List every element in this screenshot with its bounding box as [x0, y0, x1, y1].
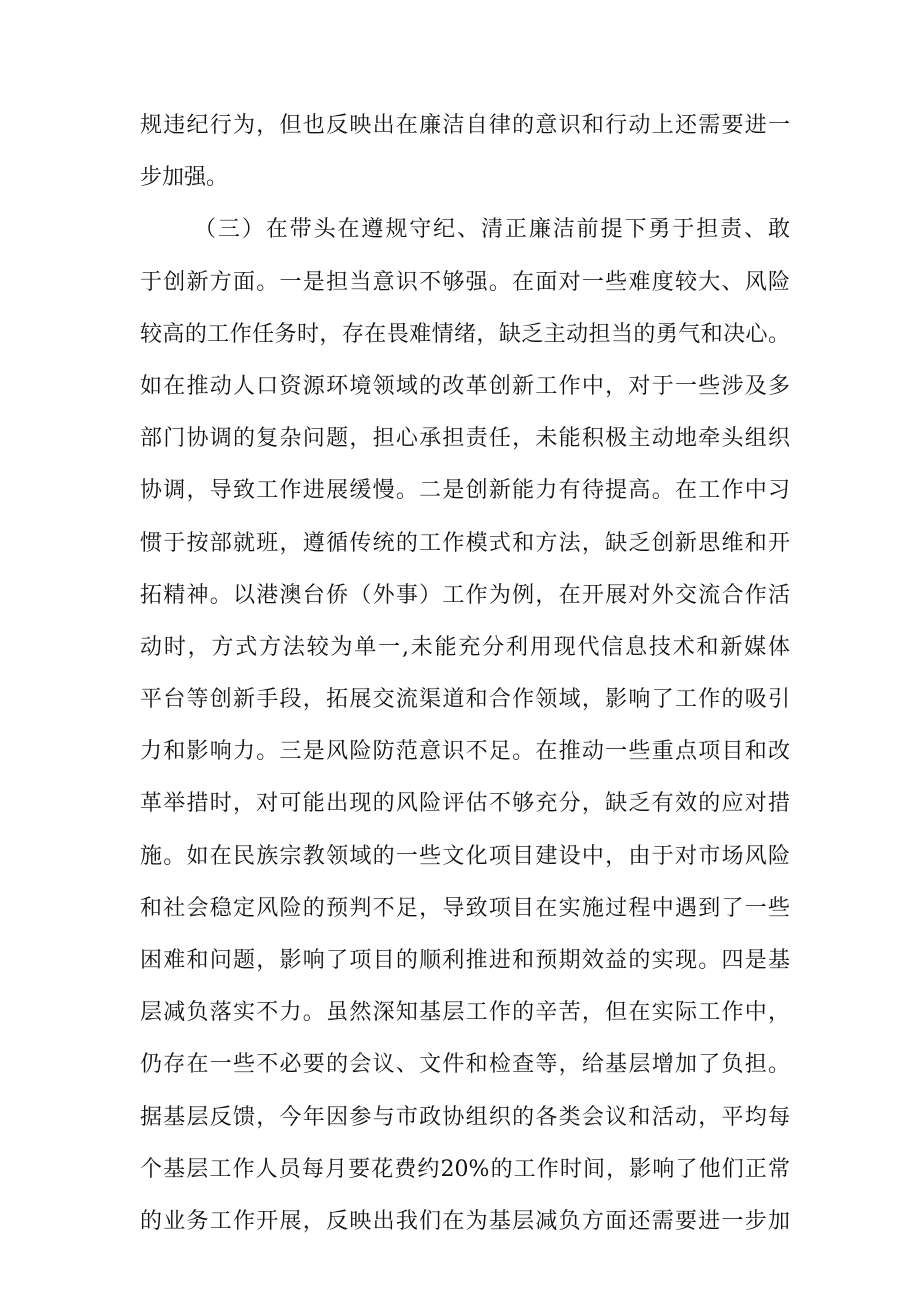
text-line: 协调，导致工作进展缓慢。二是创新能力有待提高。在工作中习 [140, 478, 790, 504]
text-line: 力和影响力。三是风险防范意识不足。在推动一些重点项目和改 [140, 739, 790, 765]
paragraph-heading-line: （三）在带头在遵规守纪、清正廉洁前提下勇于担责、敢 [194, 217, 790, 243]
text-line: 动时，方式方法较为单一,未能充分利用现代信息技术和新媒体 [140, 634, 790, 660]
text-line: 部门协调的复杂问题，担心承担责任，未能积极主动地牵头组织 [140, 426, 790, 452]
text-line: 拓精神。以港澳台侨（外事）工作为例，在开展对外交流合作活 [140, 582, 790, 608]
text-line: 困难和问题，影响了项目的顺利推进和预期效益的实现。四是基 [140, 948, 790, 973]
text-line: 如在推动人口资源环境领域的改革创新工作中，对于一些涉及多 [140, 373, 790, 399]
text-line: 规违纪行为，但也反映出在廉洁自律的意识和行动上还需要进一 [140, 113, 790, 138]
text-line: 施。如在民族宗教领域的一些文化项目建设中，由于对市场风险 [140, 843, 790, 869]
body-text [140, 100, 790, 1248]
text-line: 革举措时，对可能出现的风险评估不够充分，缺乏有效的应对措 [140, 791, 790, 817]
text-line: 平台等创新手段，拓展交流渠道和合作领域，影响了工作的吸引 [140, 687, 790, 713]
text-line: 和社会稳定风险的预判不足，导致项目在实施过程中遇到了一些 [140, 895, 790, 921]
text-line: 惯于按部就班，遵循传统的工作模式和方法，缺乏创新思维和开 [140, 530, 790, 556]
text-line: 较高的工作任务时，存在畏难情绪，缺乏主动担当的勇气和决心。 [140, 321, 790, 347]
text-line: 层减负落实不力。虽然深知基层工作的辛苦，但在实际工作中， [140, 1000, 790, 1026]
text-line: 步加强。 [140, 165, 229, 191]
text-line: 据基层反馈，今年因参与市政协组织的各类会议和活动，平均每 [140, 1104, 790, 1130]
text-line: 的业务工作开展，反映出我们在为基层减负方面还需要进一步加 [140, 1208, 790, 1234]
text-line: 于创新方面。一是担当意识不够强。在面对一些难度较大、风险 [140, 269, 790, 295]
text-line: 个基层工作人员每月要花费约20%的工作时间，影响了他们正常 [140, 1156, 790, 1182]
text-line: 仍存在一些不必要的会议、文件和检查等，给基层增加了负担。 [140, 1052, 790, 1078]
